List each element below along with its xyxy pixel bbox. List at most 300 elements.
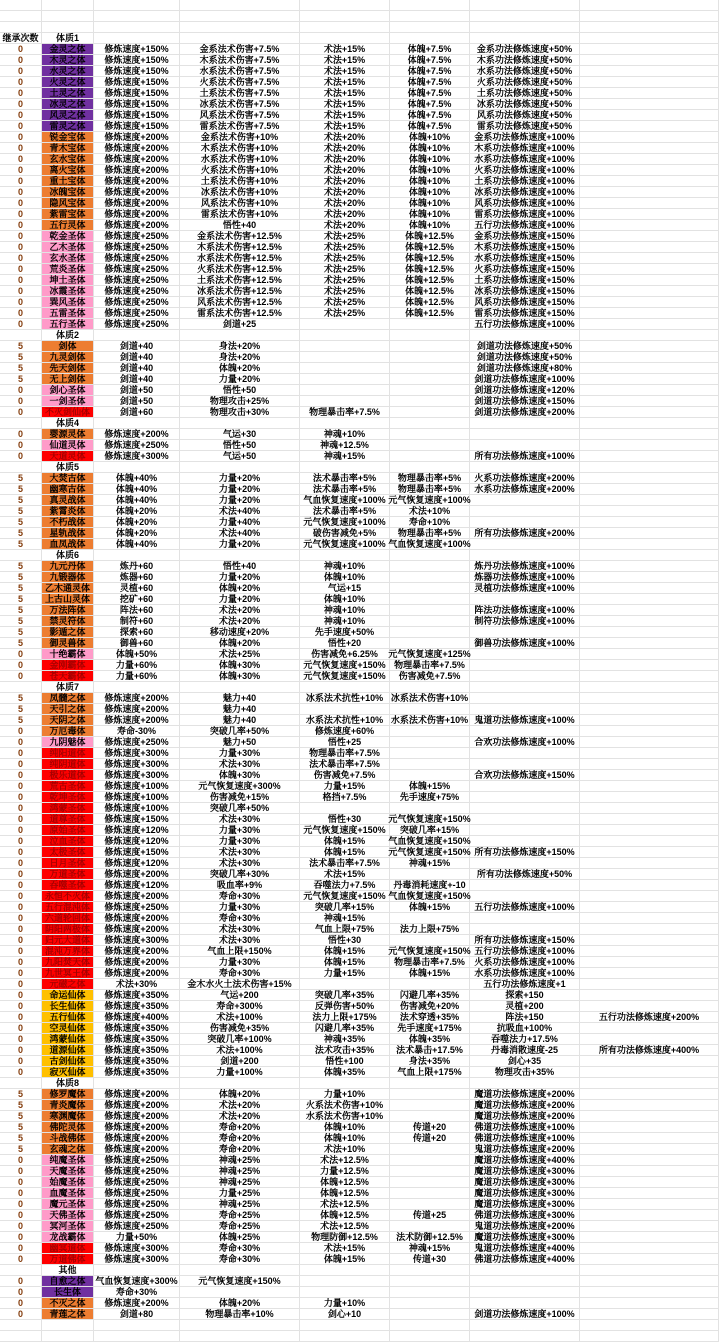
effect-cell-5[interactable]: 冰系功法修炼速度+150% xyxy=(470,286,580,297)
effect-cell-6[interactable] xyxy=(580,297,719,308)
effect-cell-5[interactable]: 佛道功法修炼速度+400% xyxy=(470,1254,580,1265)
inherit-count-cell[interactable]: 5 xyxy=(0,1144,42,1155)
effect-cell-4[interactable]: 传道+20 xyxy=(390,1133,470,1144)
constitution-name-cell[interactable]: 剑体 xyxy=(42,341,94,352)
constitution-name-cell[interactable]: 吞噬圣体 xyxy=(42,880,94,891)
effect-cell-5[interactable] xyxy=(470,1276,580,1287)
effect-cell-5[interactable]: 五行功法修炼速度+100% xyxy=(470,319,580,330)
effect-cell-3[interactable]: 吞噬法力+7.5% xyxy=(300,880,390,891)
inherit-count-cell[interactable]: 5 xyxy=(0,473,42,484)
effect-cell-1[interactable]: 修炼速度+300% xyxy=(94,748,180,759)
effect-cell-5[interactable]: 魔道功法修炼速度+300% xyxy=(470,1166,580,1177)
inherit-count-cell[interactable]: 0 xyxy=(0,297,42,308)
effect-cell-6[interactable] xyxy=(580,616,719,627)
effect-cell-3[interactable]: 破伤害减免+5% xyxy=(300,528,390,539)
effect-cell-4[interactable]: 术法+10% xyxy=(390,506,470,517)
effect-cell-1[interactable]: 修炼速度+300% xyxy=(94,451,180,462)
effect-cell-1[interactable]: 修炼速度+200% xyxy=(94,187,180,198)
effect-cell-4[interactable]: 体魄+12.5% xyxy=(390,231,470,242)
effect-cell-4[interactable]: 体魄+10% xyxy=(390,209,470,220)
effect-cell-1[interactable]: 修炼速度+200% xyxy=(94,968,180,979)
inherit-count-cell[interactable]: 5 xyxy=(0,1133,42,1144)
effect-cell-6[interactable] xyxy=(580,946,719,957)
constitution-name-cell[interactable]: 日月圣体 xyxy=(42,858,94,869)
effect-cell-4[interactable] xyxy=(390,319,470,330)
effect-cell-1[interactable]: 体魄+40% xyxy=(94,473,180,484)
effect-cell-4[interactable]: 体魄+7.5% xyxy=(390,110,470,121)
effect-cell-6[interactable] xyxy=(580,704,719,715)
inherit-count-cell[interactable]: 0 xyxy=(0,869,42,880)
inherit-count-cell[interactable]: 5 xyxy=(0,605,42,616)
effect-cell-2[interactable]: 冰系法术伤害+10% xyxy=(180,187,300,198)
constitution-name-cell[interactable]: 原始圣体 xyxy=(42,825,94,836)
constitution-name-cell[interactable]: 万道圣体 xyxy=(42,869,94,880)
constitution-name-cell[interactable]: 大焚古体 xyxy=(42,473,94,484)
effect-cell-4[interactable]: 体魄+7.5% xyxy=(390,99,470,110)
effect-cell-5[interactable]: 剑道功法修炼速度+50% xyxy=(470,341,580,352)
inherit-count-cell[interactable]: 0 xyxy=(0,825,42,836)
constitution-name-cell[interactable]: 空灵仙体 xyxy=(42,1023,94,1034)
effect-cell-3[interactable]: 悟性+30 xyxy=(300,814,390,825)
constitution-name-cell[interactable]: 纯阳道体 xyxy=(42,748,94,759)
effect-cell-1[interactable]: 修炼速度+300% xyxy=(94,759,180,770)
effect-cell-4[interactable] xyxy=(390,704,470,715)
effect-cell-1[interactable]: 修炼速度+200% xyxy=(94,1111,180,1122)
effect-cell-5[interactable]: 所有功法修炼速度+100% xyxy=(470,451,580,462)
effect-cell-3[interactable]: 术法+15% xyxy=(300,44,390,55)
inherit-count-cell[interactable]: 0 xyxy=(0,154,42,165)
constitution-name-cell[interactable]: 天阴之体 xyxy=(42,715,94,726)
effect-cell-5[interactable]: 丹毒消散速度-25 xyxy=(470,1045,580,1056)
effect-cell-3[interactable]: 元气恢复速度+100% xyxy=(300,517,390,528)
effect-cell-5[interactable]: 佛道功法修炼速度+100% xyxy=(470,1133,580,1144)
effect-cell-6[interactable]: 所有功法修炼速度+400% xyxy=(580,1045,719,1056)
constitution-name-cell[interactable]: 九灵剑体 xyxy=(42,352,94,363)
inherit-count-cell[interactable]: 0 xyxy=(0,220,42,231)
effect-cell-5[interactable]: 五行功法修炼速度+1 xyxy=(470,979,580,990)
effect-cell-4[interactable]: 体魄+12.5% xyxy=(390,286,470,297)
effect-cell-2[interactable]: 魅力+40 xyxy=(180,704,300,715)
effect-cell-6[interactable] xyxy=(580,605,719,616)
effect-cell-3[interactable] xyxy=(300,374,390,385)
effect-cell-6[interactable] xyxy=(580,176,719,187)
effect-cell-4[interactable] xyxy=(390,1309,470,1320)
effect-cell-2[interactable]: 悟性+40 xyxy=(180,561,300,572)
effect-cell-4[interactable]: 先手速度+175% xyxy=(390,1023,470,1034)
effect-cell-5[interactable]: 土系功法修炼速度+100% xyxy=(470,176,580,187)
effect-cell-2[interactable]: 力量+30% xyxy=(180,902,300,913)
constitution-name-cell[interactable]: 冰霞圣体 xyxy=(42,286,94,297)
effect-cell-2[interactable]: 魅力+40 xyxy=(180,715,300,726)
effect-cell-3[interactable]: 悟性+100 xyxy=(300,1056,390,1067)
effect-cell-4[interactable]: 体魄+10% xyxy=(390,165,470,176)
constitution-name-cell[interactable]: 九阳焚天体 xyxy=(42,957,94,968)
inherit-count-cell[interactable]: 0 xyxy=(0,880,42,891)
inherit-count-cell[interactable]: 0 xyxy=(0,110,42,121)
inherit-count-cell[interactable]: 0 xyxy=(0,935,42,946)
effect-cell-1[interactable]: 体魄+20% xyxy=(94,528,180,539)
effect-cell-4[interactable]: 法术防御+12.5% xyxy=(390,1232,470,1243)
effect-cell-6[interactable] xyxy=(580,968,719,979)
effect-cell-2[interactable]: 力量+30% xyxy=(180,748,300,759)
effect-cell-3[interactable]: 术法+25% xyxy=(300,242,390,253)
effect-cell-6[interactable] xyxy=(580,242,719,253)
effect-cell-3[interactable]: 术法+20% xyxy=(300,220,390,231)
effect-cell-4[interactable]: 体魄+7.5% xyxy=(390,88,470,99)
constitution-name-cell[interactable]: 九锻器体 xyxy=(42,572,94,583)
effect-cell-6[interactable] xyxy=(580,1210,719,1221)
effect-cell-2[interactable]: 术法+25% xyxy=(180,649,300,660)
constitution-name-cell[interactable]: 金刚霸体 xyxy=(42,660,94,671)
effect-cell-3[interactable]: 术法+20% xyxy=(300,143,390,154)
effect-cell-2[interactable]: 力量+20% xyxy=(180,594,300,605)
effect-cell-6[interactable] xyxy=(580,1232,719,1243)
constitution-name-cell[interactable]: 幽冥道体 xyxy=(42,1243,94,1254)
effect-cell-6[interactable]: 五行功法修炼速度+200% xyxy=(580,1012,719,1023)
effect-cell-1[interactable]: 体魄+20% xyxy=(94,506,180,517)
inherit-count-cell[interactable]: 5 xyxy=(0,1089,42,1100)
inherit-count-cell[interactable]: 0 xyxy=(0,1023,42,1034)
constitution-name-cell[interactable]: 巽风圣体 xyxy=(42,297,94,308)
effect-cell-5[interactable]: 鬼道功法修炼速度+200% xyxy=(470,1221,580,1232)
effect-cell-3[interactable]: 体魄+10% xyxy=(300,1133,390,1144)
effect-cell-5[interactable] xyxy=(470,781,580,792)
effect-cell-2[interactable]: 力量+20% xyxy=(180,374,300,385)
inherit-count-cell[interactable]: 0 xyxy=(0,385,42,396)
effect-cell-5[interactable]: 土系功法修炼速度+50% xyxy=(470,88,580,99)
effect-cell-3[interactable]: 术法+12.5% xyxy=(300,1199,390,1210)
effect-cell-2[interactable]: 神魂+25% xyxy=(180,1177,300,1188)
effect-cell-3[interactable]: 术法+12.5% xyxy=(300,1155,390,1166)
constitution-name-cell[interactable]: 仙道灵体 xyxy=(42,440,94,451)
effect-cell-1[interactable]: 修炼速度+120% xyxy=(94,836,180,847)
effect-cell-3[interactable]: 气血上限+75% xyxy=(300,924,390,935)
effect-cell-5[interactable]: 木系功法修炼速度+50% xyxy=(470,55,580,66)
effect-cell-1[interactable]: 修炼速度+200% xyxy=(94,209,180,220)
effect-cell-3[interactable]: 体魄+12.5% xyxy=(300,1210,390,1221)
inherit-count-cell[interactable]: 0 xyxy=(0,99,42,110)
effect-cell-6[interactable] xyxy=(580,759,719,770)
effect-cell-2[interactable]: 体魄+30% xyxy=(180,671,300,682)
effect-cell-3[interactable]: 元气恢复速度+150% xyxy=(300,671,390,682)
effect-cell-6[interactable] xyxy=(580,484,719,495)
effect-cell-1[interactable]: 修炼速度+200% xyxy=(94,1089,180,1100)
effect-cell-3[interactable]: 神魂+12.5% xyxy=(300,440,390,451)
constitution-name-cell[interactable]: 土灵之体 xyxy=(42,88,94,99)
constitution-name-cell[interactable]: 极乐道体 xyxy=(42,770,94,781)
effect-cell-4[interactable]: 体魄+12.5% xyxy=(390,242,470,253)
effect-cell-1[interactable]: 寿命-30% xyxy=(94,726,180,737)
effect-cell-5[interactable]: 五行功法修炼速度+100% xyxy=(470,946,580,957)
effect-cell-3[interactable]: 力量+10% xyxy=(300,1089,390,1100)
effect-cell-6[interactable] xyxy=(580,1067,719,1078)
effect-cell-2[interactable]: 体魄+20% xyxy=(180,1089,300,1100)
effect-cell-6[interactable] xyxy=(580,495,719,506)
constitution-name-cell[interactable]: 始魔圣体 xyxy=(42,1177,94,1188)
effect-cell-5[interactable]: 制符功法修炼速度+100% xyxy=(470,616,580,627)
effect-cell-3[interactable] xyxy=(300,396,390,407)
effect-cell-3[interactable] xyxy=(300,319,390,330)
effect-cell-4[interactable]: 传道+30 xyxy=(390,1254,470,1265)
effect-cell-1[interactable]: 修炼速度+120% xyxy=(94,880,180,891)
effect-cell-1[interactable]: 修炼速度+150% xyxy=(94,66,180,77)
constitution-name-cell[interactable]: 不灭剑仙体 xyxy=(42,407,94,418)
inherit-count-cell[interactable]: 0 xyxy=(0,814,42,825)
effect-cell-6[interactable] xyxy=(580,1023,719,1034)
effect-cell-6[interactable] xyxy=(580,1144,719,1155)
effect-cell-2[interactable]: 术法+40% xyxy=(180,506,300,517)
effect-cell-3[interactable]: 法术暴击率+5% xyxy=(300,484,390,495)
effect-cell-1[interactable]: 修炼速度+120% xyxy=(94,858,180,869)
effect-cell-4[interactable] xyxy=(390,1199,470,1210)
constitution-name-cell[interactable]: 五雷圣体 xyxy=(42,308,94,319)
effect-cell-2[interactable]: 物理攻击+30% xyxy=(180,407,300,418)
effect-cell-2[interactable]: 风系法术伤害+7.5% xyxy=(180,110,300,121)
constitution-name-cell[interactable]: 玄水圣体 xyxy=(42,253,94,264)
effect-cell-3[interactable]: 神魂+15% xyxy=(300,913,390,924)
effect-cell-6[interactable] xyxy=(580,1089,719,1100)
effect-cell-1[interactable]: 剑道+40 xyxy=(94,363,180,374)
inherit-count-cell[interactable]: 0 xyxy=(0,66,42,77)
effect-cell-5[interactable]: 火系功法修炼速度+150% xyxy=(470,264,580,275)
constitution-name-cell[interactable]: 天佛圣体 xyxy=(42,1210,94,1221)
effect-cell-6[interactable] xyxy=(580,660,719,671)
effect-cell-1[interactable]: 修炼速度+150% xyxy=(94,44,180,55)
effect-cell-4[interactable] xyxy=(390,363,470,374)
effect-cell-1[interactable]: 制符+60 xyxy=(94,616,180,627)
constitution-name-cell[interactable]: 玄水宝体 xyxy=(42,154,94,165)
effect-cell-2[interactable]: 体魄+20% xyxy=(180,363,300,374)
effect-cell-6[interactable] xyxy=(580,1199,719,1210)
effect-cell-3[interactable]: 体魄+10% xyxy=(300,594,390,605)
effect-cell-5[interactable]: 剑道功法修炼速度+100% xyxy=(470,374,580,385)
effect-cell-5[interactable]: 灵植+200 xyxy=(470,1001,580,1012)
effect-cell-2[interactable]: 寿命+30% xyxy=(180,913,300,924)
effect-cell-3[interactable]: 伤害减免+7.5% xyxy=(300,770,390,781)
constitution-name-cell[interactable]: 星轨战体 xyxy=(42,528,94,539)
effect-cell-2[interactable]: 木系法术伤害+12.5% xyxy=(180,242,300,253)
constitution-name-cell[interactable]: 锐金宝体 xyxy=(42,132,94,143)
effect-cell-2[interactable]: 寿命+25% xyxy=(180,1221,300,1232)
effect-cell-1[interactable]: 修炼速度+200% xyxy=(94,143,180,154)
constitution-name-cell[interactable]: 血魔圣体 xyxy=(42,1188,94,1199)
effect-cell-5[interactable] xyxy=(470,825,580,836)
effect-cell-5[interactable]: 风系功法修炼速度+100% xyxy=(470,198,580,209)
effect-cell-6[interactable] xyxy=(580,429,719,440)
effect-cell-2[interactable]: 力量+20% xyxy=(180,484,300,495)
effect-cell-6[interactable] xyxy=(580,814,719,825)
inherit-count-cell[interactable]: 0 xyxy=(0,253,42,264)
effect-cell-3[interactable]: 元气恢复速度+150% xyxy=(300,660,390,671)
effect-cell-4[interactable]: 丹毒消耗速度+-10 xyxy=(390,880,470,891)
effect-cell-1[interactable]: 体魄+40% xyxy=(94,495,180,506)
effect-cell-2[interactable]: 冰系法术伤害+7.5% xyxy=(180,99,300,110)
effect-cell-1[interactable]: 修炼速度+250% xyxy=(94,319,180,330)
effect-cell-3[interactable]: 悟性+30 xyxy=(300,935,390,946)
effect-cell-5[interactable]: 风系功法修炼速度+50% xyxy=(470,110,580,121)
effect-cell-2[interactable]: 寿命+20% xyxy=(180,1133,300,1144)
effect-cell-3[interactable]: 术法+25% xyxy=(300,253,390,264)
effect-cell-2[interactable]: 气运+200 xyxy=(180,990,300,1001)
effect-cell-5[interactable]: 五行功法修炼速度+100% xyxy=(470,220,580,231)
effect-cell-1[interactable]: 炼器+60 xyxy=(94,572,180,583)
effect-cell-2[interactable]: 术法+100% xyxy=(180,1012,300,1023)
effect-cell-3[interactable]: 元气恢复速度+150% xyxy=(300,891,390,902)
inherit-count-cell[interactable]: 0 xyxy=(0,1243,42,1254)
effect-cell-3[interactable] xyxy=(300,385,390,396)
effect-cell-5[interactable] xyxy=(470,594,580,605)
effect-cell-6[interactable] xyxy=(580,693,719,704)
inherit-count-cell[interactable]: 0 xyxy=(0,660,42,671)
inherit-count-cell[interactable]: 0 xyxy=(0,1177,42,1188)
effect-cell-5[interactable] xyxy=(470,704,580,715)
effect-cell-1[interactable]: 修炼速度+150% xyxy=(94,88,180,99)
constitution-name-cell[interactable]: 魔元圣体 xyxy=(42,1199,94,1210)
inherit-count-cell[interactable]: 0 xyxy=(0,737,42,748)
effect-cell-4[interactable]: 元气恢复速度+150% xyxy=(388,847,471,857)
effect-cell-6[interactable] xyxy=(580,638,719,649)
effect-cell-4[interactable]: 突破几率+15% xyxy=(390,825,470,836)
effect-cell-2[interactable]: 火系法术伤害+7.5% xyxy=(180,77,300,88)
effect-cell-4[interactable]: 元气恢复速度+125% xyxy=(388,649,471,659)
effect-cell-2[interactable]: 神魂+25% xyxy=(180,1155,300,1166)
constitution-name-cell[interactable]: 金灵之体 xyxy=(42,44,94,55)
constitution-name-cell[interactable]: 寒渊魔体 xyxy=(42,1111,94,1122)
effect-cell-6[interactable] xyxy=(580,1309,719,1320)
effect-cell-5[interactable] xyxy=(470,748,580,759)
effect-cell-3[interactable]: 突破几率+15% xyxy=(300,902,390,913)
effect-cell-3[interactable]: 水系法术伤害+10% xyxy=(300,1111,390,1122)
effect-cell-6[interactable] xyxy=(580,726,719,737)
effect-cell-6[interactable] xyxy=(580,209,719,220)
effect-cell-3[interactable]: 悟性+25 xyxy=(300,737,390,748)
effect-cell-3[interactable]: 水系法术抗性+10% xyxy=(300,715,390,726)
constitution-name-cell[interactable]: 重土宝体 xyxy=(42,176,94,187)
effect-cell-5[interactable] xyxy=(470,1298,580,1309)
constitution-name-cell[interactable]: 五行仙体 xyxy=(42,1012,94,1023)
effect-cell-4[interactable] xyxy=(390,374,470,385)
effect-cell-4[interactable]: 体魄+10% xyxy=(390,198,470,209)
effect-cell-5[interactable]: 佛道功法修炼速度+100% xyxy=(470,1122,580,1133)
effect-cell-4[interactable] xyxy=(390,352,470,363)
effect-cell-3[interactable]: 力量+12.5% xyxy=(300,1166,390,1177)
effect-cell-1[interactable]: 修炼速度+200% xyxy=(94,198,180,209)
effect-cell-4[interactable]: 法术穿透+35% xyxy=(390,1012,470,1023)
inherit-count-cell[interactable]: 0 xyxy=(0,1309,42,1320)
inherit-count-cell[interactable]: 0 xyxy=(0,770,42,781)
section-title[interactable]: 其他 xyxy=(42,1265,94,1276)
effect-cell-1[interactable]: 阵法+60 xyxy=(94,605,180,616)
inherit-count-cell[interactable]: 0 xyxy=(0,1221,42,1232)
effect-cell-3[interactable]: 体魄+35% xyxy=(300,1067,390,1078)
inherit-count-cell[interactable]: 0 xyxy=(0,165,42,176)
effect-cell-4[interactable] xyxy=(390,935,470,946)
effect-cell-5[interactable]: 鬼道功法修炼速度+100% xyxy=(470,715,580,726)
inherit-count-cell[interactable]: 5 xyxy=(0,583,42,594)
effect-cell-5[interactable]: 冰系功法修炼速度+100% xyxy=(470,187,580,198)
inherit-count-cell[interactable]: 0 xyxy=(0,649,42,660)
effect-cell-4[interactable] xyxy=(390,1166,470,1177)
effect-cell-4[interactable] xyxy=(390,396,470,407)
constitution-name-cell[interactable]: 青木宝体 xyxy=(42,143,94,154)
effect-cell-5[interactable] xyxy=(470,803,580,814)
effect-cell-2[interactable]: 术法+40% xyxy=(180,528,300,539)
effect-cell-4[interactable]: 神魂+15% xyxy=(390,1243,470,1254)
constitution-name-cell[interactable]: 太极圣体 xyxy=(42,847,94,858)
constitution-name-cell[interactable]: 幽寒古体 xyxy=(42,484,94,495)
inherit-count-cell[interactable]: 0 xyxy=(0,319,42,330)
inherit-count-cell[interactable]: 0 xyxy=(0,1034,42,1045)
effect-cell-4[interactable]: 水系法术伤害+10% xyxy=(390,715,469,725)
inherit-count-cell[interactable]: 0 xyxy=(0,1056,42,1067)
effect-cell-6[interactable] xyxy=(580,1243,719,1254)
effect-cell-3[interactable]: 元气恢复速度+150% xyxy=(300,825,390,836)
effect-cell-4[interactable]: 物理暴击率+7.5% xyxy=(390,957,470,968)
inherit-count-cell[interactable]: 5 xyxy=(0,715,42,726)
effect-cell-1[interactable]: 挖矿+60 xyxy=(94,594,180,605)
inherit-count-cell[interactable]: 5 xyxy=(0,616,42,627)
effect-cell-1[interactable]: 灵植+60 xyxy=(94,583,180,594)
inherit-count-cell[interactable]: 0 xyxy=(0,308,42,319)
effect-cell-1[interactable]: 修炼速度+200% xyxy=(94,165,180,176)
inherit-count-cell[interactable]: 0 xyxy=(0,1287,42,1298)
effect-cell-5[interactable]: 炼丹功法修炼速度+100% xyxy=(470,561,580,572)
effect-cell-1[interactable]: 修炼速度+250% xyxy=(94,737,180,748)
inherit-count-cell[interactable]: 0 xyxy=(0,1001,42,1012)
effect-cell-1[interactable]: 修炼速度+250% xyxy=(94,1155,180,1166)
effect-cell-4[interactable]: 寿命+10% xyxy=(390,517,470,528)
effect-cell-4[interactable]: 元气恢复速度+150% xyxy=(388,946,471,956)
effect-cell-6[interactable] xyxy=(580,319,719,330)
effect-cell-6[interactable] xyxy=(580,55,719,66)
inherit-count-cell[interactable]: 0 xyxy=(0,1298,42,1309)
effect-cell-6[interactable] xyxy=(580,385,719,396)
effect-cell-1[interactable]: 修炼速度+200% xyxy=(94,913,180,924)
effect-cell-6[interactable] xyxy=(580,77,719,88)
effect-cell-3[interactable]: 法力上限+175% xyxy=(300,1012,390,1023)
effect-cell-6[interactable] xyxy=(580,594,719,605)
effect-cell-6[interactable] xyxy=(580,572,719,583)
effect-cell-2[interactable]: 伤害减免+15% xyxy=(180,792,300,803)
effect-cell-6[interactable] xyxy=(580,231,719,242)
effect-cell-2[interactable]: 气运+50 xyxy=(180,451,300,462)
effect-cell-6[interactable] xyxy=(580,143,719,154)
inherit-count-cell[interactable]: 0 xyxy=(0,143,42,154)
inherit-count-cell[interactable]: 5 xyxy=(0,638,42,649)
effect-cell-5[interactable]: 魔道功法修炼速度+200% xyxy=(470,1089,580,1100)
effect-cell-2[interactable]: 突破几率+50% xyxy=(180,726,300,737)
inherit-count-cell[interactable]: 0 xyxy=(0,957,42,968)
constitution-name-cell[interactable]: 纯阴道体 xyxy=(42,759,94,770)
effect-cell-1[interactable]: 修炼速度+250% xyxy=(94,1221,180,1232)
effect-cell-1[interactable]: 修炼速度+150% xyxy=(94,847,180,858)
effect-cell-5[interactable] xyxy=(470,814,580,825)
effect-cell-6[interactable] xyxy=(580,583,719,594)
effect-cell-4[interactable] xyxy=(390,913,470,924)
effect-cell-3[interactable]: 术法+15% xyxy=(300,110,390,121)
effect-cell-1[interactable]: 术法+30% xyxy=(94,979,180,990)
effect-cell-6[interactable] xyxy=(580,187,719,198)
effect-cell-1[interactable]: 修炼速度+200% xyxy=(94,946,180,957)
effect-cell-5[interactable] xyxy=(470,913,580,924)
constitution-name-cell[interactable]: 自愈之体 xyxy=(42,1276,94,1287)
inherit-count-cell[interactable]: 0 xyxy=(0,671,42,682)
inherit-count-cell[interactable]: 0 xyxy=(0,275,42,286)
effect-cell-6[interactable] xyxy=(580,869,719,880)
effect-cell-4[interactable] xyxy=(390,803,470,814)
effect-cell-3[interactable]: 先手速度+50% xyxy=(300,627,390,638)
effect-cell-5[interactable]: 水系功法修炼速度+50% xyxy=(470,66,580,77)
